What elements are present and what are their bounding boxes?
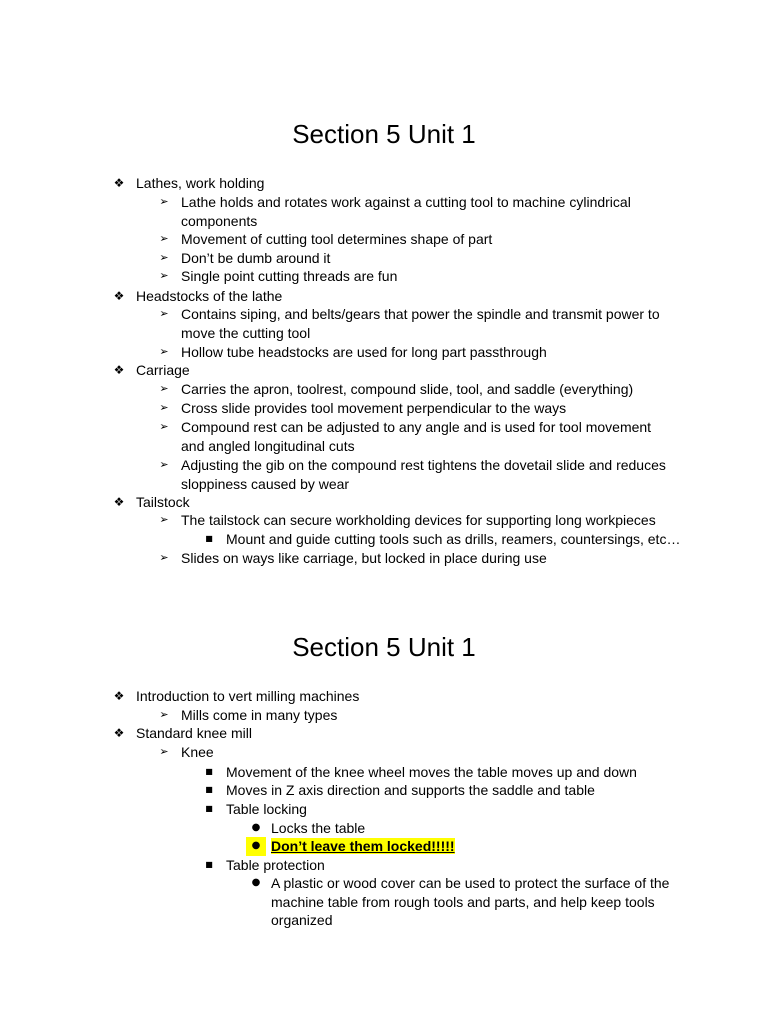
diamond-bullet-icon: ❖ (113, 176, 125, 190)
square-bullet-icon: ■ (205, 534, 213, 543)
list-item-text: Headstocks of the lathe (136, 288, 283, 304)
list-item (159, 193, 676, 230)
list-item (113, 493, 696, 512)
list-item-text: The tailstock can secure workholding devices for supporting long workpieces (181, 512, 656, 528)
arrow-bullet-icon: ➢ (159, 551, 169, 564)
dot-bullet-icon: ● (246, 837, 266, 856)
list-item (159, 743, 676, 762)
list-item-text: Table protection (226, 857, 325, 873)
list-item (159, 230, 676, 249)
arrow-bullet-icon: ➢ (159, 708, 169, 721)
list-item (159, 456, 676, 493)
list-item-text: Standard knee mill (136, 725, 252, 741)
list-item-text: Mount and guide cutting tools such as drills, reamers, countersings, etc… (226, 531, 681, 547)
list-item (205, 763, 686, 782)
square-bullet-icon: ■ (205, 767, 213, 776)
list-item-text: Cross slide provides tool movement perpendicular to the ways (181, 400, 567, 416)
list-item (159, 511, 676, 530)
diamond-bullet-icon: ❖ (113, 363, 125, 377)
arrow-bullet-icon: ➢ (159, 307, 169, 320)
list-item-text: Table locking (226, 801, 307, 817)
diamond-bullet-icon: ❖ (113, 726, 125, 740)
arrow-bullet-icon: ➢ (159, 513, 169, 526)
list-item-text: Movement of the knee wheel moves the table moves up and down (226, 764, 637, 780)
list-item-text: Mills come in many types (181, 707, 338, 723)
list-item-text: A plastic or wood cover can be used to protect the surface of the machine table from rough tools and parts, and help keep tools organized (271, 875, 670, 929)
list-item (159, 706, 676, 725)
diamond-bullet-icon: ❖ (113, 689, 125, 703)
arrow-bullet-icon: ➢ (159, 745, 169, 758)
list-item-text: Locks the table (271, 820, 366, 836)
list-item (159, 380, 676, 399)
list-item-text: Single point cutting threads are fun (181, 268, 398, 284)
list-item (159, 249, 676, 268)
list-item (159, 399, 676, 418)
list-item-text: Carries the apron, toolrest, compound slide, tool, and saddle (everything) (181, 381, 634, 397)
list-item-text: Carriage (136, 362, 190, 378)
section-title: Section 5 Unit 1 (292, 119, 476, 149)
list-item (113, 287, 696, 306)
arrow-bullet-icon: ➢ (159, 458, 169, 471)
list-item (251, 819, 681, 838)
arrow-bullet-icon: ➢ (159, 232, 169, 245)
section-title: Section 5 Unit 1 (292, 632, 476, 662)
list-item (205, 781, 686, 800)
square-bullet-icon: ■ (205, 785, 213, 794)
list-item (113, 724, 696, 743)
list-item (159, 267, 676, 286)
list-item (159, 343, 676, 362)
list-item (159, 418, 676, 455)
list-item-text: Compound rest can be adjusted to any angle and is used for tool movement and angled longitudinal cuts (181, 419, 652, 454)
arrow-bullet-icon: ➢ (159, 251, 169, 264)
diamond-bullet-icon: ❖ (113, 495, 125, 509)
list-item-text: Don’t be dumb around it (181, 250, 331, 266)
dot-bullet-icon: ● (251, 877, 261, 888)
list-item-text: Introduction to vert milling machines (136, 688, 360, 704)
square-bullet-icon: ■ (205, 860, 213, 869)
list-item-text: Lathes, work holding (136, 175, 265, 191)
square-bullet-icon: ■ (205, 804, 213, 813)
list-item (159, 305, 676, 342)
list-item-text: Knee (181, 744, 214, 760)
list-item (205, 530, 686, 549)
list-item (251, 874, 681, 930)
list-item-text: Slides on ways like carriage, but locked in place during use (181, 550, 547, 566)
list-item-text: Contains siping, and belts/gears that power the spindle and transmit power to move the cutting tool (181, 306, 660, 341)
arrow-bullet-icon: ➢ (159, 401, 169, 414)
list-item-text: Moves in Z axis direction and supports the saddle and table (226, 782, 595, 798)
list-item (251, 837, 681, 856)
arrow-bullet-icon: ➢ (159, 345, 169, 358)
list-item (205, 800, 686, 819)
list-item-text: Hollow tube headstocks are used for long part passthrough (181, 344, 547, 360)
diamond-bullet-icon: ❖ (113, 289, 125, 303)
list-item-text: Tailstock (136, 494, 190, 510)
list-item (113, 687, 696, 706)
arrow-bullet-icon: ➢ (159, 420, 169, 433)
list-item-text: Movement of cutting tool determines shape of part (181, 231, 493, 247)
list-item (205, 856, 686, 875)
list-item-text: Adjusting the gib on the compound rest tightens the dovetail slide and reduces sloppiness caused by wear (181, 457, 666, 492)
arrow-bullet-icon: ➢ (159, 269, 169, 282)
highlighted-warning-text: Don’t leave them locked!!!!! (271, 838, 455, 854)
dot-bullet-icon: ● (251, 822, 261, 833)
list-item (113, 361, 696, 380)
arrow-bullet-icon: ➢ (159, 382, 169, 395)
list-item-text: Lathe holds and rotates work against a cutting tool to machine cylindrical components (181, 194, 631, 229)
arrow-bullet-icon: ➢ (159, 195, 169, 208)
list-item (159, 549, 676, 568)
list-item (113, 174, 696, 193)
